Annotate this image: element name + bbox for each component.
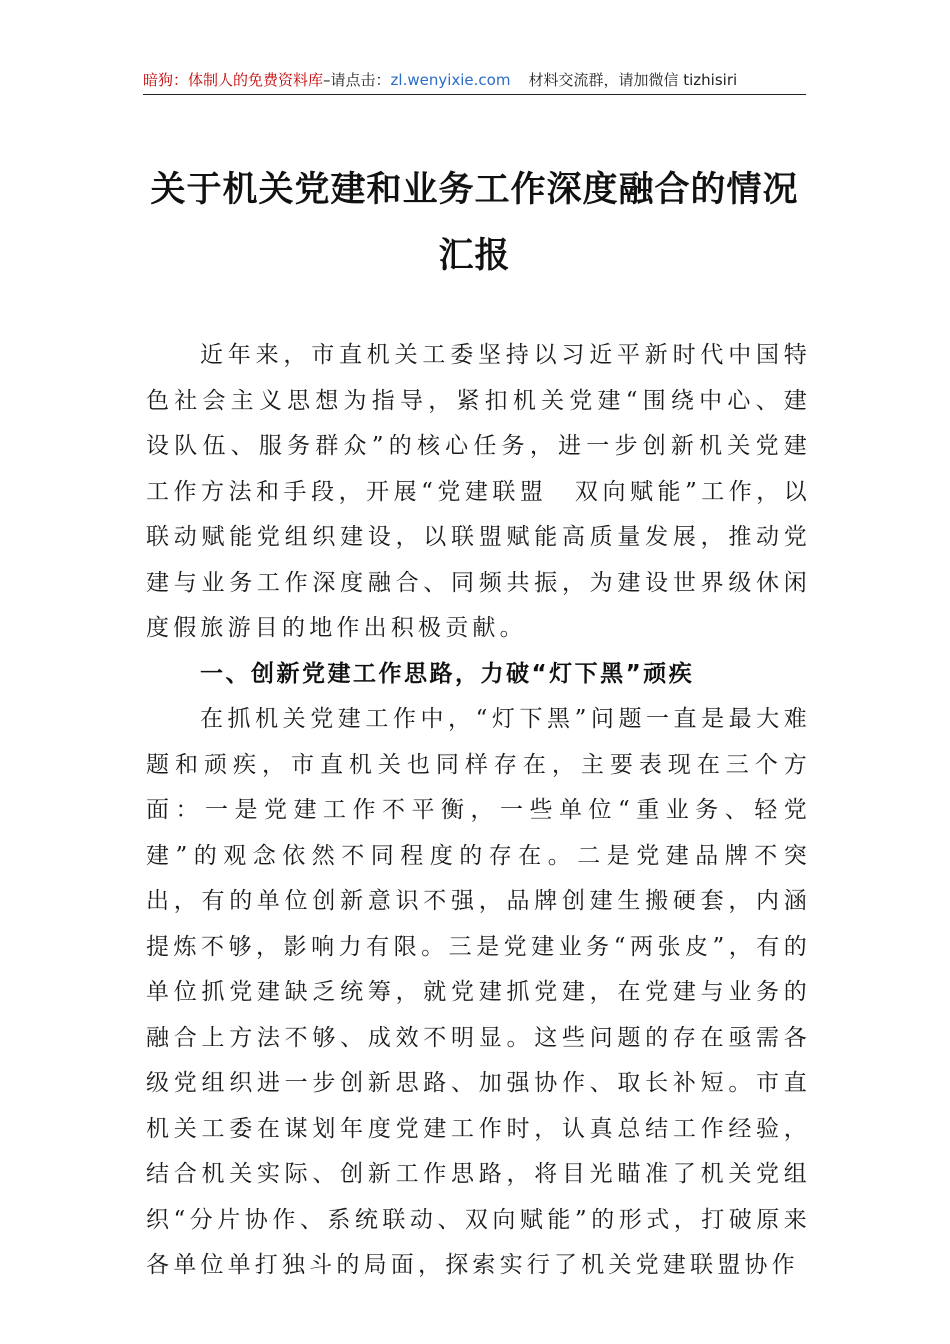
section1-heading: 一、创新党建工作思路，力破“灯下黑”顽疾 — [200, 660, 695, 687]
section1-paragraph: 在抓机关党建工作中，“灯下黑”问题一直是最大难题和顽疾，市直机关也同样存在，主要表现在三个方面：一是党建工作不平衡，一些单位“重业务、轻党建”的观念依然不同程度的存在。二是党建品牌不突出，有的单位创新意识不强，品牌创建生搬硬套，内涵提炼不够，影响力有限。三是党建业务“两张皮”，有的单位抓党建缺乏统筹，就党建抓党建，在党建与业务的融合上方法不够、成效不明显。这些问题的存在亟需各级党组织进一步创新思路、加强协作、取长补短。市直机关工委在谋划年度党建工作时，认真总结工作经验，结合机关实际、创新工作思路，将目光瞄准了机关党组织“分片协作、系统联动、双向赋能”的形式，打破原来各单位单打独斗的局面，探索实行了机关党建联盟协作 — [146, 706, 811, 1278]
intro-paragraph: 近年来，市直机关工委坚持以习近平新时代中国特色社会主义思想为指导，紧扣机关党建“围绕中心、建设队伍、服务群众”的核心任务，进一步创新机关党建工作方法和手段，开展“党建联盟 双向赋能”工作，以联动赋能党组织建设，以联盟赋能高质量发展，推动党建与业务工作深度融合、同频共振，为建设世界级休闲度假旅游目的地作出积极贡献。 — [146, 342, 811, 641]
document-body — [146, 333, 811, 1289]
source-label: 暗狗：体制人的免费资料库 — [143, 71, 324, 89]
document-title-line2: 汇报 — [438, 235, 511, 276]
document-title-line1: 关于机关党建和业务工作深度融合的情况 — [150, 169, 799, 210]
link-prompt: –请点击： — [323, 71, 391, 89]
source-link[interactable]: zl.wenyixie.com — [390, 71, 511, 89]
group-note: 材料交流群，请加微信 tizhisiri — [528, 71, 738, 89]
page-header — [143, 70, 806, 95]
